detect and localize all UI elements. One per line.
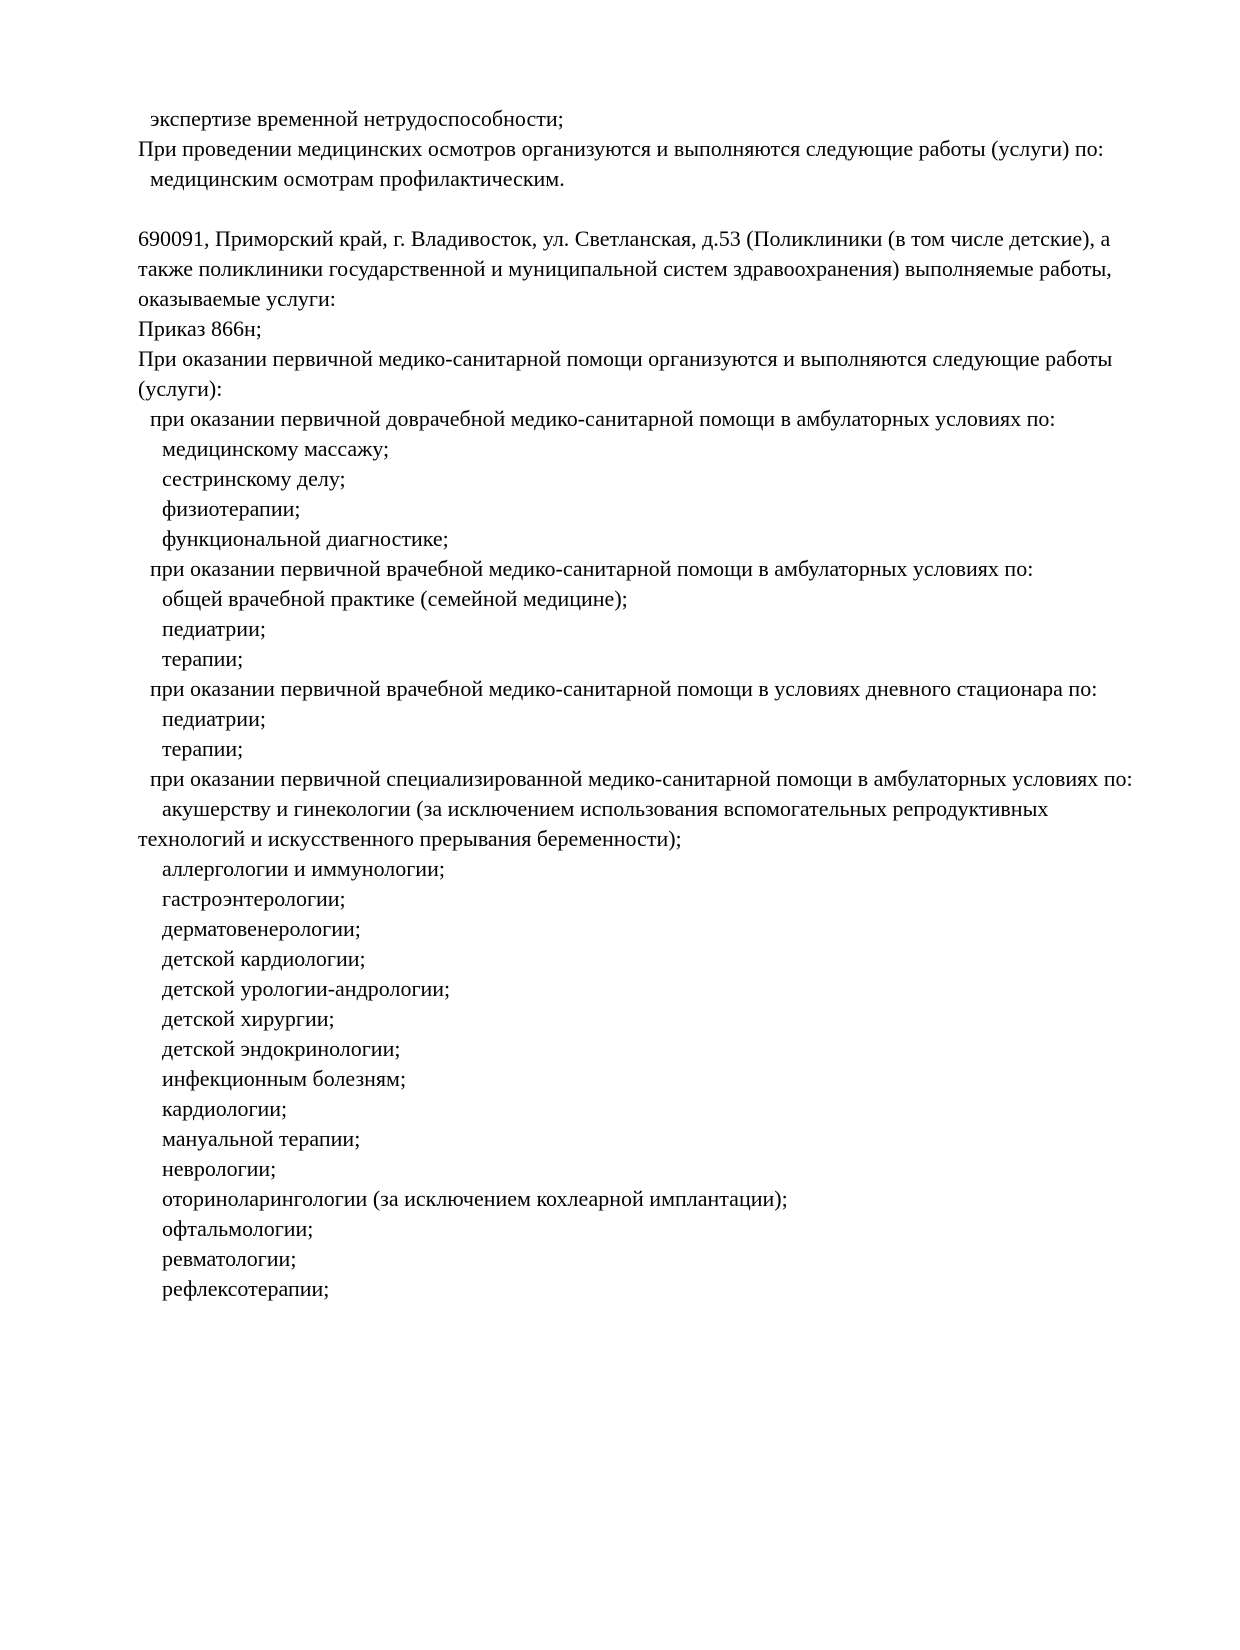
paragraph: дерматовенерологии; — [162, 916, 361, 941]
paragraph: оториноларингологии (за исключением кохлеарной имплантации); — [162, 1186, 788, 1211]
paragraph: ревматологии; — [162, 1246, 297, 1271]
paragraph: медицинским осмотрам профилактическим. — [150, 166, 565, 191]
document-body — [138, 104, 1160, 1304]
paragraph: физиотерапии; — [162, 496, 301, 521]
paragraph: педиатрии; — [162, 616, 266, 641]
paragraph: акушерству и гинекологии (за исключением использования вспомогательных репродуктивных технологий и искусственного прерывания беременности); — [138, 796, 1049, 851]
paragraph: терапии; — [162, 736, 244, 761]
paragraph: офтальмологии; — [162, 1216, 314, 1241]
paragraph: экспертизе временной нетрудоспособности; — [150, 106, 564, 131]
paragraph: при оказании первичной специализированной медико-санитарной помощи в амбулаторных условиях по: — [150, 766, 1133, 791]
paragraph: детской кардиологии; — [162, 946, 366, 971]
paragraph: сестринскому делу; — [162, 466, 346, 491]
paragraph: гастроэнтерологии; — [162, 886, 346, 911]
blank-line — [138, 194, 1160, 224]
paragraph: При оказании первичной медико-санитарной помощи организуются и выполняются следующие работы (услуги): — [138, 346, 1113, 401]
paragraph: неврологии; — [162, 1156, 277, 1181]
paragraph: Приказ 866н; — [138, 316, 262, 341]
paragraph: педиатрии; — [162, 706, 266, 731]
paragraph: При проведении медицинских осмотров организуются и выполняются следующие работы (услуги) по: — [138, 136, 1104, 161]
paragraph: аллергологии и иммунологии; — [162, 856, 445, 881]
paragraph: при оказании первичной врачебной медико-санитарной помощи в амбулаторных условиях по: — [150, 556, 1034, 581]
paragraph: инфекционным болезням; — [162, 1066, 407, 1091]
paragraph: детской урологии-андрологии; — [162, 976, 451, 1001]
paragraph: общей врачебной практике (семейной медицине); — [162, 586, 628, 611]
paragraph: функциональной диагностике; — [162, 526, 449, 551]
paragraph: детской хирургии; — [162, 1006, 335, 1031]
paragraph: 690091, Приморский край, г. Владивосток, ул. Светланская, д.53 (Поликлиники (в том числе детские), а также поликлиники государственной и муниципальной систем здравоохранения) выполняемые работы, оказываемые услуги: — [138, 226, 1112, 311]
paragraph: мануальной терапии; — [162, 1126, 361, 1151]
paragraph: кардиологии; — [162, 1096, 288, 1121]
paragraph: медицинскому массажу; — [162, 436, 390, 461]
paragraph: при оказании первичной доврачебной медико-санитарной помощи в амбулаторных условиях по: — [150, 406, 1056, 431]
paragraph: детской эндокринологии; — [162, 1036, 401, 1061]
paragraph: рефлексотерапии; — [162, 1276, 330, 1301]
paragraph: терапии; — [162, 646, 244, 671]
paragraph: при оказании первичной врачебной медико-санитарной помощи в условиях дневного стационара по: — [150, 676, 1098, 701]
